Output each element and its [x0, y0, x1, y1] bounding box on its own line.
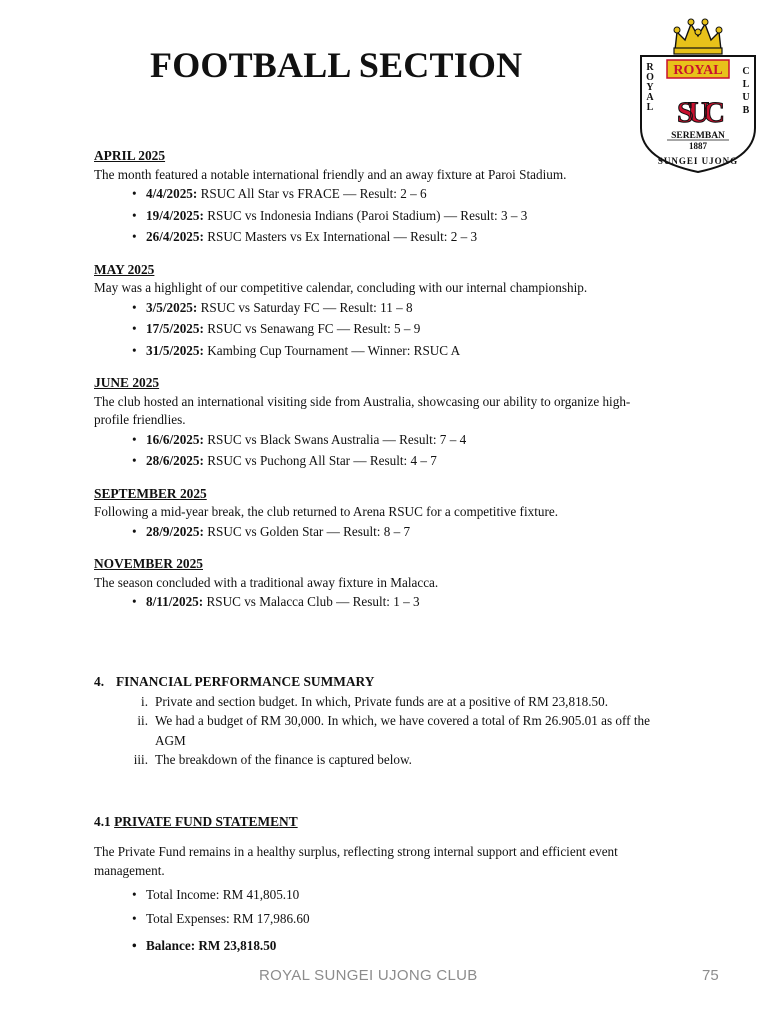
- month-description: The season concluded with a traditional away fixture in Malacca.: [94, 574, 439, 590]
- month-section: [94, 555, 674, 612]
- logo-left-letter: L: [646, 102, 654, 113]
- financial-item: iii. The breakdown of the finance is captured below.: [133, 752, 412, 767]
- private-fund-heading: 4.1 PRIVATE FUND STATEMENT: [94, 814, 298, 829]
- logo-bottom-letters: SUNGEI UJONG: [657, 156, 739, 166]
- month-section: [94, 147, 674, 247]
- logo-city: SEREMBAN: [671, 131, 725, 141]
- fixture-item: • 8/11/2025: RSUC vs Malacca Club — Result: 1 – 3: [146, 593, 674, 612]
- logo-left-letter: O: [646, 72, 654, 83]
- month-description: Following a mid-year break, the club returned to Arena RSUC for a competitive fixture.: [94, 504, 558, 519]
- logo-monogram: SUC: [676, 96, 720, 129]
- financial-heading: 4. FINANCIAL PERFORMANCE SUMMARY: [94, 674, 375, 689]
- logo-crest-text: ROYAL: [673, 63, 723, 78]
- private-fund-statement: [94, 812, 654, 960]
- fixture-item: • 28/6/2025: RSUC vs Puchong All Star — Result: 4 – 7: [146, 452, 674, 471]
- private-fund-description: The Private Fund remains in a healthy surplus, reflecting strong internal support and efficient event management.: [94, 843, 618, 878]
- logo-left-letter: R: [646, 62, 654, 73]
- fixture-item: • 4/4/2025: RSUC All Star vs FRACE — Result: 2 – 6: [146, 185, 674, 204]
- fixture-item: • 17/5/2025: RSUC vs Senawang FC — Result: 5 – 9: [146, 320, 674, 339]
- logo-year: 1887: [689, 141, 707, 151]
- fixture-list: [94, 185, 674, 247]
- fund-item: • Total Income: RM 41,805.10: [146, 885, 654, 905]
- monthly-results: [94, 147, 674, 615]
- fixture-item: • 31/5/2025: Kambing Cup Tournament — Winner: RSUC A: [146, 342, 674, 361]
- logo-left-letter: Y: [646, 82, 654, 93]
- month-title: APRIL 2025: [94, 148, 166, 163]
- financial-summary: [94, 672, 650, 770]
- financial-item: ii. We had a budget of RM 30,000. In which, we have covered a total of Rm 26.905.01 as off the AGM: [137, 713, 650, 748]
- month-description: May was a highlight of our competitive calendar, concluding with our internal championship.: [94, 280, 588, 295]
- fixture-item: • 19/4/2025: RSUC vs Indonesia Indians (Paroi Stadium) — Result: 3 – 3: [146, 207, 674, 226]
- fund-balance: • Balance: RM 23,818.50: [146, 936, 654, 956]
- crown-icon: [674, 19, 722, 54]
- page-title: FOOTBALL SECTION: [150, 45, 523, 85]
- month-title: SEPTEMBER 2025: [94, 485, 207, 501]
- footer-club-name: ROYAL SUNGEI UJONG CLUB: [259, 967, 478, 984]
- month-title: MAY 2025: [94, 261, 155, 277]
- financial-list: [94, 692, 650, 770]
- page-number: 75: [702, 967, 719, 984]
- logo-left-letter: A: [646, 92, 654, 103]
- fixture-list: [94, 523, 674, 542]
- month-section: [94, 485, 674, 542]
- month-title: NOVEMBER 2025: [94, 556, 203, 571]
- fund-list: [94, 885, 654, 956]
- month-description: The club hosted an international visiting side from Australia, showcasing our ability to organize high-profile friendlies.: [94, 393, 631, 427]
- logo-right-letter: C: [742, 66, 750, 77]
- month-section: [94, 374, 674, 471]
- month-section: [94, 261, 674, 361]
- financial-item: i. Private and section budget. In which, Private funds are at a positive of RM 23,818.50.: [141, 693, 609, 709]
- fund-item: • Total Expenses: RM 17,986.60: [146, 909, 654, 929]
- fixture-list: [94, 299, 674, 361]
- fixture-item: • 28/9/2025: RSUC vs Golden Star — Result: 8 – 7: [146, 523, 674, 542]
- fixture-list: [94, 431, 674, 471]
- fixture-item: • 16/6/2025: RSUC vs Black Swans Australia — Result: 7 – 4: [146, 431, 674, 450]
- fixture-item: • 3/5/2025: RSUC vs Saturday FC — Result: 11 – 8: [146, 299, 674, 318]
- logo-right-letter: U: [742, 92, 750, 103]
- fixture-item: • 26/4/2025: RSUC Masters vs Ex International — Result: 2 – 3: [146, 228, 674, 247]
- month-title: JUNE 2025: [94, 375, 160, 390]
- fixture-list: [94, 593, 674, 612]
- logo-right-letter: L: [742, 79, 750, 90]
- logo-right-letter: B: [742, 105, 750, 116]
- month-description: The month featured a notable international friendly and an away fixture at Paroi Stadium.: [94, 166, 567, 182]
